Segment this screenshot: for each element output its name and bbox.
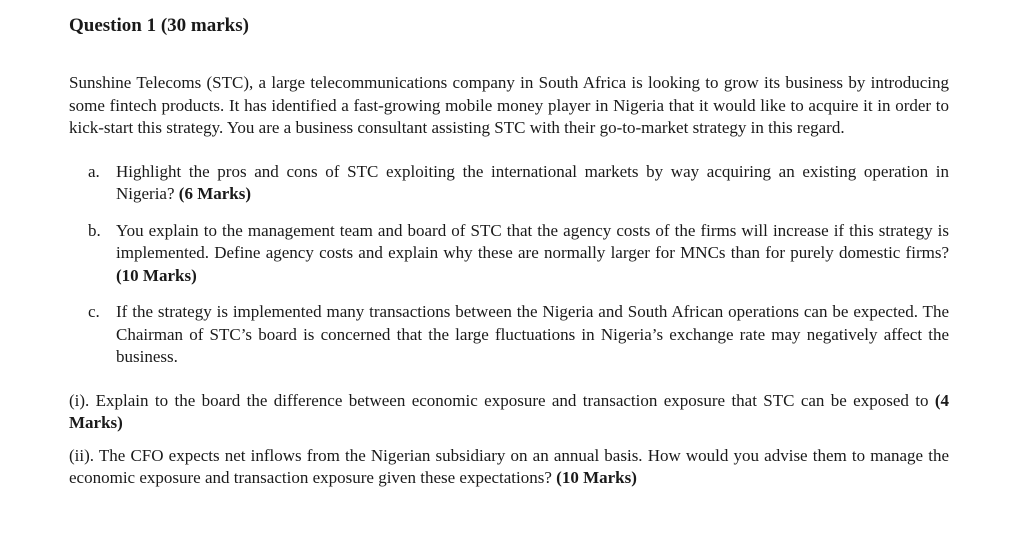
subpart-ii-label: (ii). xyxy=(69,445,95,465)
subpart-ii xyxy=(69,445,949,490)
subpart-i-text: Explain to the board the difference between economic exposure and transaction exposure that STC can be exposed to xyxy=(95,390,929,410)
subpart-i-marks: (4 Marks) xyxy=(69,390,949,432)
part-a-text: Highlight the pros and cons of STC exploiting the international markets by way acquiring an existing operation in Nigeria? xyxy=(116,161,949,203)
part-b-marks: (10 Marks) xyxy=(116,265,197,285)
subpart-i xyxy=(69,390,949,435)
part-a xyxy=(88,161,949,206)
part-b-label: b. xyxy=(88,220,101,240)
subpart-i-label: (i). xyxy=(69,390,90,410)
part-b xyxy=(88,220,949,288)
part-a-label: a. xyxy=(88,161,100,181)
part-a-marks: (6 Marks) xyxy=(178,184,252,203)
part-c-label: c. xyxy=(88,302,100,321)
part-c-text: If the strategy is implemented many transactions between the Nigeria and South African operations can be expected. The Chairman of STC’s board is concerned that the large fluctuations in Nigeria’s exchange rate may negatively affect the business. xyxy=(116,302,949,366)
part-b-text: You explain to the management team and board of STC that the agency costs of the firms will increase if this strategy is implemented. Define agency costs and explain why these are normally larger for MNCs than for purely domestic firms? xyxy=(116,220,949,262)
subpart-ii-marks: (10 Marks) xyxy=(556,468,637,487)
question-document xyxy=(69,14,949,490)
subpart-ii-text: The CFO expects net inflows from the Nigerian subsidiary on an annual basis. How would you advise them to manage the economic exposure and transaction exposure given these expectations? xyxy=(69,445,949,487)
question-parts-list xyxy=(69,161,949,369)
question-intro: Sunshine Telecoms (STC), a large telecommunications company in South Africa is looking to grow its business by introducing some fintech products. It has identified a fast-growing mobile money player in Nigeria that it would like to acquire it in order to kick-start this strategy. You are a business consultant assisting STC with their go-to-market strategy in this regard. xyxy=(69,73,949,137)
part-c xyxy=(88,301,949,369)
question-heading: Question 1 (30 marks) xyxy=(69,15,249,36)
